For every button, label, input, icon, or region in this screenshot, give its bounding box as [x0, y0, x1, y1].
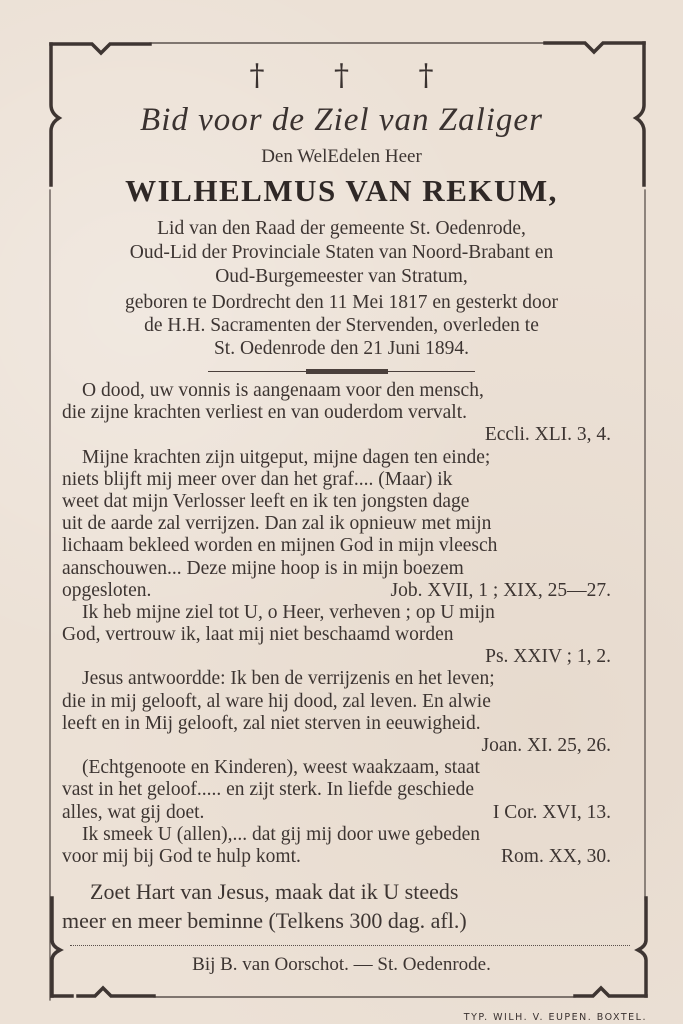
scripture-reference: Job. XVII, 1 ; XIX, 25—27. — [390, 579, 611, 601]
biography-line: St. Oedenrode den 21 Juni 1894. — [213, 338, 470, 359]
passage-line: opgesloten. — [62, 579, 152, 601]
invocation-heading: Bid voor de Ziel van Zaliger — [140, 102, 543, 138]
passage-line: Jesus antwoordde: Ik ben de verrijzenis en het leven; — [82, 668, 495, 690]
passage-line-with-reference — [62, 580, 633, 602]
biography-line: geboren te Dordrecht den 11 Mei 1817 en gesterkt door — [124, 292, 559, 313]
passage-line: Ik heb mijne ziel tot U, o Heer, verheven ; op U mijn — [82, 601, 495, 623]
passage-line: God, vertrouw ik, laat mij niet beschaamd worden — [62, 624, 454, 646]
cross-icon: † — [334, 58, 349, 93]
passage-line: weet dat mijn Verlosser leeft en ik ten jongsten dage — [62, 490, 470, 512]
passage-line: O dood, uw vonnis is aangenaam voor den mensch, — [82, 380, 484, 401]
passage-line: uit de aarde zal verrijzen. Dan zal ik opnieuw met mijn — [62, 513, 492, 535]
scripture-reference: Rom. XX, 30. — [501, 845, 611, 867]
cross-icon: † — [249, 58, 265, 93]
passage-line: die zijne krachten verliest en van ouderdom vervalt. — [62, 402, 468, 424]
scripture-reference: Joan. XI. 25, 26. — [481, 735, 611, 756]
scripture-passages — [62, 380, 633, 868]
dotted-separator — [70, 945, 630, 946]
scripture-reference: I Cor. XVI, 13. — [492, 801, 611, 823]
title-line: Oud-Burgemeester van Stratum, — [215, 266, 468, 287]
passage-line: niets blijft mij meer over dan het graf.... (Maar) ik — [62, 468, 453, 490]
passage-line: die in mij gelooft, al ware hij dood, zal leven. En alwie — [62, 690, 491, 712]
deceased-name: WILHELMUS VAN REKUM, — [125, 173, 558, 208]
passage-line: vast in het geloof..... en zijt sterk. In liefde geschiede — [62, 779, 475, 801]
honorific: Den WelEdelen Heer — [261, 146, 422, 167]
passage-line: alles, wat gij doet. — [62, 801, 205, 823]
passage-line: lichaam bekleed worden en mijnen God in mijn vleesch — [62, 535, 498, 557]
printer-imprint: TYP. WILH. V. EUPEN. BOXTEL. — [463, 1012, 647, 1023]
prayer-line: meer en meer beminne (Telkens 300 dag. afl.) — [62, 908, 467, 933]
publisher-line: Bij B. van Oorschot. — St. Oedenrode. — [192, 954, 491, 975]
passage-line: aanschouwen... Deze mijne hoop is in mijn boezem — [62, 557, 464, 579]
passage-line: Ik smeek U (allen),... dat gij mij door uwe gebeden — [82, 823, 481, 845]
passage-line-with-reference — [62, 846, 633, 868]
passage-line: Mijne krachten zijn uitgeput, mijne dagen ten einde; — [82, 446, 491, 468]
biography-line: de H.H. Sacramenten der Stervenden, overleden te — [144, 315, 539, 336]
crosses-row — [0, 58, 683, 93]
passage-line: (Echtgenoote en Kinderen), weest waakzaam, staat — [82, 757, 480, 779]
passage-line: leeft en in Mij gelooft, zal niet sterven in eeuwigheid. — [62, 712, 481, 734]
closing-prayer — [62, 877, 633, 935]
passage-line: voor mij bij God te hulp komt. — [62, 845, 301, 867]
cross-icon: † — [418, 58, 434, 93]
title-line: Oud-Lid der Provinciale Staten van Noord-Brabant en — [129, 242, 554, 263]
scripture-reference: Ps. XXIV ; 1, 2. — [485, 646, 611, 668]
scripture-reference: Eccli. XLI. 3, 4. — [484, 424, 611, 446]
title-line: Lid van den Raad der gemeente St. Oedenrode, — [157, 218, 526, 239]
passage-line-with-reference — [62, 802, 633, 824]
prayer-line: Zoet Hart van Jesus, maak dat ik U steeds — [90, 879, 459, 904]
ornamental-divider — [208, 369, 475, 374]
